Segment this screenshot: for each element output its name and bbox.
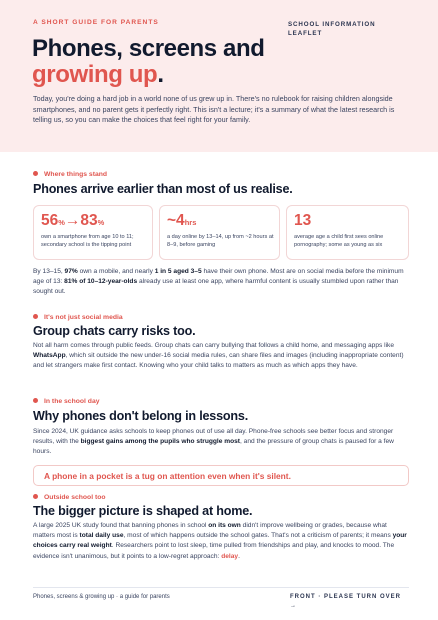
emphasis: WhatsApp — [33, 352, 66, 360]
title-line-1: Phones, screens and — [32, 35, 265, 62]
section1-paragraph — [33, 267, 409, 298]
section-kicker-where-things-stand — [33, 170, 107, 179]
stat-value — [167, 212, 196, 232]
stat-card-first-exposure-age — [286, 205, 409, 260]
emphasis: 97% — [64, 268, 78, 275]
section-heading-phones-lessons: Why phones don't belong in lessons. — [33, 409, 248, 423]
footer-divider — [33, 587, 409, 588]
section-heading-bigger-picture: The bigger picture is shaped at home. — [33, 504, 253, 518]
emphasis: 81% of 10–12-year-olds — [64, 278, 138, 286]
text-run: , and the pressure of group chats is paused for a few hours. — [33, 438, 394, 456]
stat-num-b: 83 — [80, 212, 98, 229]
kicker-label: It's not just social media — [44, 314, 123, 321]
bullet-dot-icon — [33, 398, 38, 403]
stat-card-smartphone-ownership — [33, 205, 153, 260]
section4-paragraph — [33, 521, 409, 562]
section-kicker-not-just-social-media — [33, 313, 123, 322]
stat-unit-b: % — [97, 218, 105, 227]
bullet-dot-icon — [33, 494, 38, 499]
stat-unit: hrs — [184, 218, 197, 227]
section-kicker-outside-school — [33, 493, 106, 502]
intro-paragraph: Today, you're doing a hard job in a world none of us grew up in. There's no rulebook for raising children alongside smartphones, and no parent gets it perfectly right. This isn't a lecture; it's a summary of what the latest research is telling us, so you can make the choices that feel right for your family. — [33, 94, 395, 125]
pull-quote-callout — [33, 465, 409, 486]
section-heading-group-chats: Group chats carry risks too. — [33, 324, 196, 338]
title-line-2-accent: growing up — [32, 61, 158, 88]
arrow-right-icon: → — [64, 212, 81, 229]
bullet-dot-icon — [33, 171, 38, 176]
title-period: . — [157, 61, 164, 88]
text-run: By 13–15, — [33, 268, 65, 275]
stat-description: own a smartphone from age 10 to 11; secondary school is the tipping point — [41, 234, 134, 249]
text-run: own a mobile, and nearly — [77, 268, 155, 275]
stat-description: a day online by 13–14, up from ~2 hours at 8–9, before gaming — [167, 234, 274, 249]
kicker-label: Where things stand — [44, 171, 108, 178]
guide-eyebrow: A SHORT GUIDE FOR PARENTS — [33, 19, 159, 26]
stat-value — [41, 212, 104, 232]
text-run: , which sit outside the new under-16 social media rules, can share files and images (including inappropriate content) and let strangers make first contact. Knowing who your child talks to matters as much as which apps they have. — [33, 352, 404, 370]
emphasis: total daily use — [79, 532, 124, 540]
leaflet-tag: SCHOOL INFORMATION LEAFLET — [288, 21, 376, 37]
text-run: Since 2024, UK guidance asks schools to keep phones out of use all day. Phone-free schools see better focus and stronger results, with the — [33, 428, 394, 446]
text-run: already use at least one app, where harmful content is usually stumbled upon rather than sought out. — [33, 278, 399, 296]
stat-description: average age a child first sees online pornography; some as young as six — [294, 234, 384, 249]
section3-paragraph — [33, 427, 409, 458]
section2-paragraph — [33, 341, 409, 372]
stat-unit-a: % — [58, 218, 65, 227]
section-kicker-school-day — [33, 397, 100, 406]
callout-text: A phone in a pocket is a tug on attention even when it's silent. — [44, 471, 291, 481]
emphasis: 1 in 5 aged 3–5 — [154, 268, 202, 275]
stat-card-hours-online — [159, 205, 280, 260]
kicker-label: In the school day — [44, 398, 100, 405]
emphasis: your choices carry real weight — [33, 532, 407, 550]
emphasis: on its own — [208, 522, 241, 529]
footer-title: Phones, screens & growing up · a guide for parents — [33, 594, 170, 600]
emphasis-delay: delay — [221, 552, 239, 560]
text-run: have their own phone. Most are on social media before the minimum age of 13: — [33, 268, 404, 286]
stat-value: 13 — [294, 212, 312, 229]
text-run: , most of which happens outside the school gates. That's not a criticism of parents; it means — [123, 532, 393, 540]
stat-num-a: 56 — [41, 212, 59, 229]
section-heading-phones-arrive: Phones arrive earlier than most of us realise. — [33, 182, 293, 196]
emphasis: biggest gains among the pupils who struggle most — [80, 438, 240, 446]
page-title — [32, 36, 412, 88]
bullet-dot-icon — [33, 314, 38, 319]
text-run: didn't improve wellbeing or grades, because what matters most is — [33, 522, 387, 540]
kicker-label: Outside school too — [44, 494, 106, 501]
text-run: . Researchers point to lost sleep, time pulled from friendships and play, and knocks to mood. The evidence isn't unanimous, but it points to a low-regret approach: — [33, 542, 395, 560]
text-run: A large 2025 UK study found that banning phones in school — [33, 522, 209, 529]
text-run: Not all harm comes through public feeds. Group chats can carry bullying that follows a child home, and messaging apps like — [33, 342, 395, 349]
footer-turn-over: FRONT · PLEASE TURN OVER → — [290, 594, 402, 609]
stat-num: ~4 — [167, 212, 185, 229]
text-run: . — [238, 552, 240, 560]
